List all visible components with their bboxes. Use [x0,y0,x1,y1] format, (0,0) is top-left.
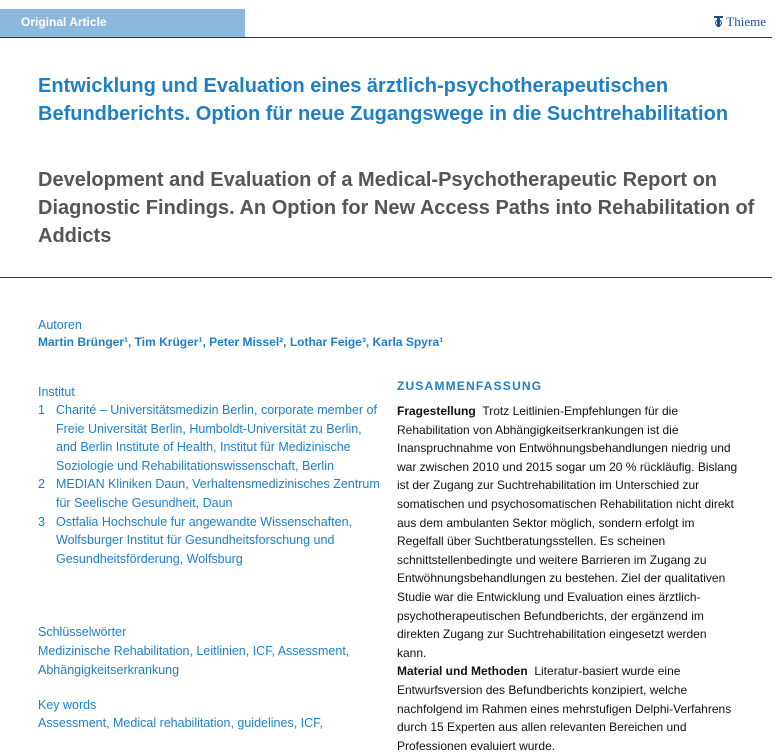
authors-list: Martin Brünger¹, Tim Krüger¹, Peter Missel², Lothar Feige³, Karla Spyra¹ [38,335,444,349]
thieme-logo-icon [714,16,723,27]
institute-number: 2 [38,477,45,492]
keywords-en-label: Key words [38,698,97,712]
institute-text: Ostfalia Hochschule fur angewandte Wissenschaften, Wolfsburger Institut für Gesundheitsforschung und Gesundheitsförderung, Wolfsburg [56,514,352,566]
keywords-de-label: Schlüsselwörter [38,625,127,639]
authors-label: Autoren [38,318,82,332]
institute-label: Institut [38,385,75,399]
abstract-heading: ZUSAMMENFASSUNG [397,379,543,393]
section-label: Original Article [21,15,107,29]
title-german: Entwicklung und Evaluation eines ärztlich-psychotherapeutischen Befundberichts. Option für neue Zugangswege in die Suchtrehabilitation [38,75,729,125]
abstract-body [397,402,739,755]
abstract-paragraph [397,402,739,662]
header-divider [0,37,772,38]
publisher-logo [714,14,766,30]
institute-number: 3 [38,514,45,529]
abstract-section-label: Fragestellung [397,404,476,418]
keywords-de-text: Medizinische Rehabilitation, Leitlinien, ICF, Assessment, Abhängigkeitserkrankung [38,644,350,677]
institute-text: Charité – Universitätsmedizin Berlin, corporate member of Freie Universität Berlin, Humboldt-Universität zu Berlin, and Berlin Institute of Health, Institut für Medizinische Soziologie und Rehabilitationswissenschaft, Berlin [56,403,377,473]
section-tab [0,9,245,37]
abstract-section-label: Material und Methoden [397,664,528,679]
title-english: Development and Evaluation of a Medical-Psychotherapeutic Report on Diagnostic Findings. An Option for New Access Paths into Rehabilitation of Addicts [38,169,755,247]
abstract-section-text: Trotz Leitlinien-Empfehlungen für die Rehabilitation von Abhängigkeitserkrankungen ist die Inanspruchnahme von Entwöhnungsbehandlungen niedrig und war zwischen 2010 und 2015 sogar um 20 % rückläufig. Bislang ist der Zugang zur Suchtrehabilitation im Unterschied zur somatischen und psychosomatischen Rehabilitation nicht direkt aus dem ambulanten Sektor möglich, sondern erfolgt im Regelfall über Suchtberatungsstellen. Es scheinen schnittstellenbedingte und weitere Barrieren im Zugang zu Entwöhnungsbehandlungen zu bestehen. Ziel der qualitativen Studie war die Entwicklung und Evaluation eines ärztlich-psychotherapeutischen Befundberichts, der ergänzend im direkten Zugang zur Suchtrehabilitation eingesetzt werden kann. [397,404,738,660]
institute-text: MEDIAN Kliniken Daun, Verhaltensmedizinisches Zentrum für Seelische Gesundheit, Daun [56,477,380,510]
keywords-en-text: Assessment, Medical rehabilitation, guidelines, ICF, [38,716,323,730]
title-divider [0,277,772,278]
publisher-name: Thieme [726,14,766,29]
institute-item [38,475,383,512]
institute-item [38,513,383,569]
institute-list [38,401,383,568]
abstract-paragraph [397,662,739,755]
institute-item [38,401,383,475]
abstract-section-text: Literatur-basiert wurde eine Entwurfsversion des Befundberichts konzipiert, welche nachfolgend im Rahmen eines mehrstufigen Delphi-Verfahrens durch 15 Experten aus allen relevanten Bereichen und Professionen evaluiert wurde. [397,664,732,753]
institute-number: 1 [38,403,45,417]
